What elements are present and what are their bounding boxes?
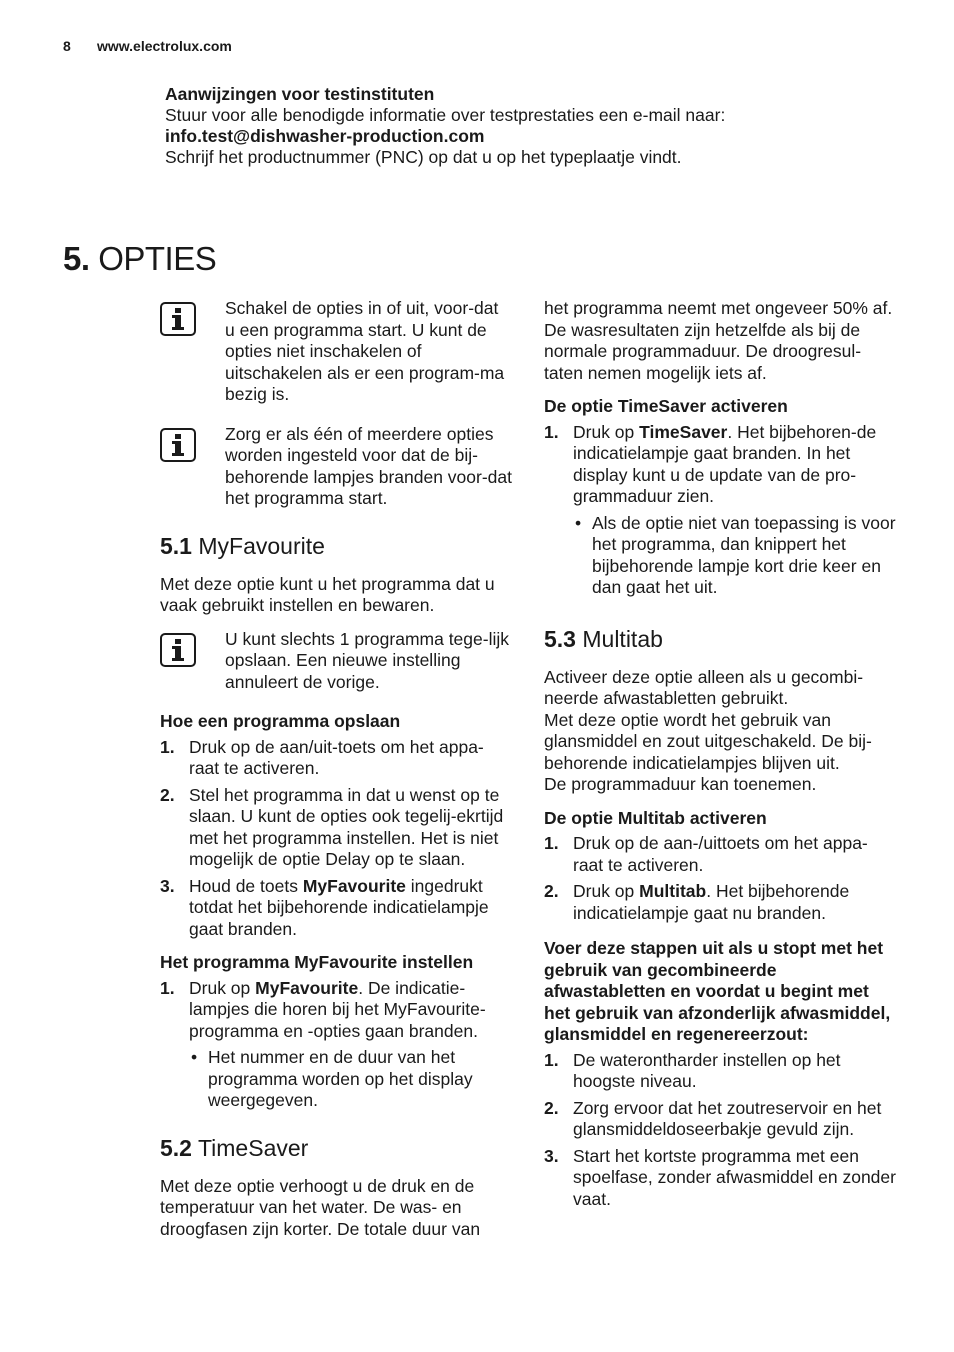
bullet-text: Het nummer en de duur van het programma worden op het display weergegeven. — [208, 1047, 473, 1110]
procedure-heading: Hoe een programma opslaan — [160, 711, 401, 731]
step-text: . Het bijbehoren-de indicatielampje gaat branden. In het display kunt u de update van de pro-grammaduur zien. — [573, 421, 877, 506]
step-item — [160, 737, 512, 780]
step-number: 3. — [160, 875, 175, 896]
button-name: Multitab — [639, 881, 707, 901]
left-column — [160, 298, 512, 1252]
test-institutes-note — [165, 84, 865, 168]
timesaver-steps — [544, 422, 896, 508]
step-number: 2. — [544, 1097, 559, 1118]
step-text: Druk op — [573, 881, 640, 901]
subsection-name: MyFavourite — [198, 532, 325, 559]
button-name: MyFavourite — [302, 875, 406, 896]
step-text: Stel het programma in dat u wenst op te slaan. U kunt de opties ook tegelij-ekrtijd met het programma instellen. Het is niet mogelijk de optie Delay op te slaan. — [189, 784, 504, 869]
set-steps — [160, 978, 512, 1043]
note-text: Zorg er als één of meerdere opties worden ingesteld voor dat de bij-behorende lampjes branden voor-dat het programma start. — [225, 423, 512, 508]
paragraph: De programmaduur kan toenemen. — [544, 774, 817, 794]
note-text: U kunt slechts 1 programma tege-lijk opslaan. Een nieuwe instelling annuleert de vorige. — [225, 628, 509, 692]
step-text: . Het bijbehorende indicatielampje gaat nu branden. — [573, 881, 850, 923]
subsection-title — [160, 532, 512, 560]
stop-steps — [544, 1050, 896, 1211]
step-text: Zorg ervoor dat het zoutreservoir en het glansmiddeldoseerbakje gevuld zijn. — [573, 1097, 882, 1139]
info-icon — [160, 633, 196, 667]
step-number: 1. — [544, 421, 559, 442]
procedure-heading: Voer deze stappen uit als u stopt met het gebruik van gecombineerde afwastabletten en voordat u begint met het gebruik van afzonderlijk afwasmiddel, glansmiddel en regenereerzout: — [544, 938, 891, 1044]
step-text: Start het kortste programma met een spoelfase, zonder afwasmiddel en zonder vaat. — [573, 1145, 896, 1209]
step-text: . De indicatie-lampjes die horen bij het MyFavourite-programma en -opties gaan branden. — [189, 977, 486, 1041]
page-header — [63, 38, 232, 54]
step-number: 1. — [160, 977, 175, 998]
section-number: 5. — [63, 240, 90, 277]
info-note — [160, 629, 512, 694]
note-text: Schakel de opties in of uit, voor-dat u een programma start. U kunt de opties niet inschakelen of uitschakelen als er een program-ma bezig is. — [225, 298, 505, 404]
page-number: 8 — [63, 38, 71, 54]
section-title — [63, 240, 216, 278]
paragraph: Met deze optie verhoogt u de druk en de temperatuur van het water. De was- en droogfasen zijn korter. De totale duur van — [160, 1175, 481, 1239]
bullet-icon: • — [575, 512, 582, 533]
step-text: Druk op — [573, 421, 640, 442]
info-note — [160, 424, 512, 510]
step-text: Druk op de aan-/uittoets om het appa-raat te activeren. — [573, 833, 868, 875]
step-item — [544, 1098, 896, 1141]
procedure-heading: De optie TimeSaver activeren — [544, 396, 788, 416]
bullet-item — [544, 513, 896, 599]
button-name: MyFavourite — [255, 977, 359, 998]
subsection-name: TimeSaver — [197, 1134, 309, 1161]
step-number: 2. — [160, 784, 175, 805]
procedure-heading: De optie Multitab activeren — [544, 807, 767, 828]
step-item — [160, 785, 512, 871]
bullet-text: Als de optie niet van toepassing is voor het programma, dan knippert het bijbehorende lampje kort drie keer en dan gaat het uit. — [592, 512, 896, 597]
bullet-item — [160, 1047, 512, 1112]
step-item — [544, 422, 896, 508]
step-item — [544, 1050, 896, 1093]
subsection-number: 5.3 — [544, 625, 576, 652]
subsection-number: 5.1 — [160, 532, 192, 559]
step-text: ingedrukt totdat het bijbehorende indicatielampje gaat branden. — [189, 875, 489, 939]
paragraph: Activeer deze optie alleen als u gecombi-neerde afwastabletten gebruikt. — [544, 666, 864, 708]
button-name: TimeSaver — [639, 421, 728, 442]
step-item — [160, 978, 512, 1043]
paragraph: Met deze optie kunt u het programma dat u vaak gebruikt instellen en bewaren. — [160, 573, 495, 615]
subsection-number: 5.2 — [160, 1134, 192, 1161]
step-text: Houd de toets — [189, 875, 303, 896]
multitab-steps — [544, 833, 896, 924]
intro-line2: Schrijf het productnummer (PNC) op dat u op het typeplaatje vindt. — [165, 147, 682, 167]
subsection-title — [160, 1134, 512, 1162]
intro-line1: Stuur voor alle benodigde informatie over testprestaties een e-mail naar: — [165, 105, 726, 125]
step-item — [544, 833, 896, 876]
website-url[interactable]: www.electrolux.com — [97, 38, 232, 54]
step-item — [544, 1146, 896, 1211]
step-text: Druk op de aan/uit-toets om het appa-raat te activeren. — [189, 736, 484, 778]
procedure-heading: Het programma MyFavourite instellen — [160, 952, 474, 972]
info-note — [160, 298, 512, 406]
info-icon — [160, 302, 196, 336]
step-item — [160, 876, 512, 941]
info-icon — [160, 428, 196, 462]
section-name: OPTIES — [98, 240, 217, 277]
step-number: 1. — [544, 833, 559, 853]
paragraph: het programma neemt met ongeveer 50% af. — [544, 298, 893, 318]
step-number: 1. — [160, 736, 175, 757]
subsection-name: Multitab — [582, 625, 663, 652]
step-text: Druk op — [189, 977, 256, 998]
right-column — [544, 298, 896, 1215]
step-number: 2. — [544, 881, 559, 901]
subsection-title — [544, 625, 896, 653]
intro-email[interactable]: info.test@dishwasher-production.com — [165, 126, 485, 146]
paragraph: De wasresultaten zijn hetzelfde als bij de normale programmaduur. De droogresul-taten nemen mogelijk iets af. — [544, 319, 862, 383]
paragraph: Met deze optie wordt het gebruik van glansmiddel en zout uitgeschakeld. De bij-behorende indicatielampjes blijven uit. — [544, 709, 872, 773]
step-number: 3. — [544, 1145, 559, 1166]
bullet-icon: • — [191, 1047, 198, 1067]
save-steps — [160, 737, 512, 941]
intro-title: Aanwijzingen voor testinstituten — [165, 84, 435, 104]
step-text: De waterontharder instellen op het hoogste niveau. — [573, 1049, 841, 1091]
step-number: 1. — [544, 1049, 559, 1070]
step-item — [544, 881, 896, 924]
